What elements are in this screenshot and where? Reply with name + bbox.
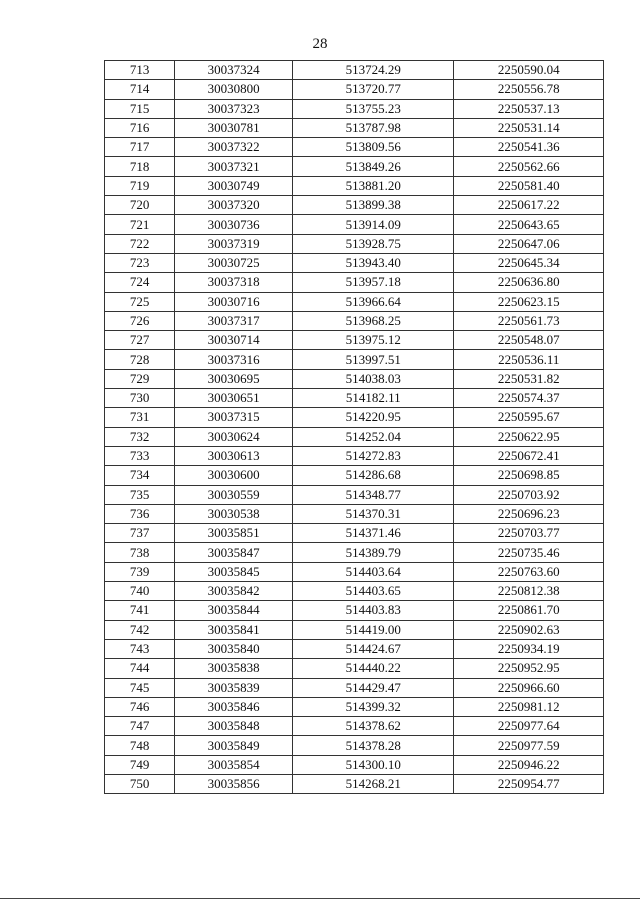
table-row xyxy=(105,755,604,774)
row-index-cell: 724 xyxy=(105,273,175,292)
table-row xyxy=(105,620,604,639)
point-id-cell: 30037318 xyxy=(175,273,293,292)
point-id-cell: 30030651 xyxy=(175,389,293,408)
x-coordinate-cell: 514371.46 xyxy=(293,524,454,543)
table-row xyxy=(105,253,604,272)
row-index-cell: 750 xyxy=(105,774,175,793)
y-coordinate-cell: 2250735.46 xyxy=(454,543,604,562)
point-id-cell: 30030695 xyxy=(175,369,293,388)
point-id-cell: 30035844 xyxy=(175,601,293,620)
row-index-cell: 713 xyxy=(105,61,175,80)
table-row xyxy=(105,331,604,350)
point-id-cell: 30035848 xyxy=(175,717,293,736)
page-number: 28 xyxy=(312,36,328,52)
x-coordinate-cell: 514348.77 xyxy=(293,485,454,504)
x-coordinate-cell: 514429.47 xyxy=(293,678,454,697)
row-index-cell: 720 xyxy=(105,196,175,215)
point-id-cell: 30035846 xyxy=(175,697,293,716)
point-id-cell: 30030800 xyxy=(175,80,293,99)
row-index-cell: 722 xyxy=(105,234,175,253)
row-index-cell: 725 xyxy=(105,292,175,311)
table-row xyxy=(105,639,604,658)
y-coordinate-cell: 2250812.38 xyxy=(454,582,604,601)
point-id-cell: 30035839 xyxy=(175,678,293,697)
y-coordinate-cell: 2250562.66 xyxy=(454,157,604,176)
row-index-cell: 715 xyxy=(105,99,175,118)
point-id-cell: 30037324 xyxy=(175,61,293,80)
y-coordinate-cell: 2250531.14 xyxy=(454,118,604,137)
table-row xyxy=(105,524,604,543)
table-row xyxy=(105,350,604,369)
x-coordinate-cell: 514220.95 xyxy=(293,408,454,427)
x-coordinate-cell: 513724.29 xyxy=(293,61,454,80)
y-coordinate-cell: 2250574.37 xyxy=(454,389,604,408)
table-row xyxy=(105,774,604,793)
table-row xyxy=(105,562,604,581)
row-index-cell: 714 xyxy=(105,80,175,99)
point-id-cell: 30035845 xyxy=(175,562,293,581)
row-index-cell: 717 xyxy=(105,138,175,157)
point-id-cell: 30030613 xyxy=(175,446,293,465)
x-coordinate-cell: 514370.31 xyxy=(293,504,454,523)
row-index-cell: 728 xyxy=(105,350,175,369)
x-coordinate-cell: 514378.28 xyxy=(293,736,454,755)
table-row xyxy=(105,504,604,523)
x-coordinate-cell: 514399.32 xyxy=(293,697,454,716)
x-coordinate-cell: 513943.40 xyxy=(293,253,454,272)
x-coordinate-cell: 513966.64 xyxy=(293,292,454,311)
x-coordinate-cell: 513849.26 xyxy=(293,157,454,176)
table-row xyxy=(105,659,604,678)
footer-divider xyxy=(0,898,640,899)
y-coordinate-cell: 2250698.85 xyxy=(454,466,604,485)
point-id-cell: 30035840 xyxy=(175,639,293,658)
y-coordinate-cell: 2250595.67 xyxy=(454,408,604,427)
point-id-cell: 30037319 xyxy=(175,234,293,253)
row-index-cell: 746 xyxy=(105,697,175,716)
point-id-cell: 30037320 xyxy=(175,196,293,215)
table-row xyxy=(105,292,604,311)
row-index-cell: 745 xyxy=(105,678,175,697)
y-coordinate-cell: 2250946.22 xyxy=(454,755,604,774)
point-id-cell: 30030559 xyxy=(175,485,293,504)
x-coordinate-cell: 514424.67 xyxy=(293,639,454,658)
table-row xyxy=(105,157,604,176)
y-coordinate-cell: 2250672.41 xyxy=(454,446,604,465)
x-coordinate-cell: 514378.62 xyxy=(293,717,454,736)
coordinates-table xyxy=(104,60,604,794)
table-row xyxy=(105,466,604,485)
x-coordinate-cell: 513928.75 xyxy=(293,234,454,253)
table-row xyxy=(105,389,604,408)
point-id-cell: 30035849 xyxy=(175,736,293,755)
y-coordinate-cell: 2250531.82 xyxy=(454,369,604,388)
row-index-cell: 730 xyxy=(105,389,175,408)
table-row xyxy=(105,446,604,465)
row-index-cell: 735 xyxy=(105,485,175,504)
table-row xyxy=(105,234,604,253)
y-coordinate-cell: 2250763.60 xyxy=(454,562,604,581)
row-index-cell: 748 xyxy=(105,736,175,755)
table-row xyxy=(105,311,604,330)
y-coordinate-cell: 2250541.36 xyxy=(454,138,604,157)
coordinates-table-body xyxy=(105,61,604,794)
table-row xyxy=(105,582,604,601)
x-coordinate-cell: 513975.12 xyxy=(293,331,454,350)
y-coordinate-cell: 2250622.95 xyxy=(454,427,604,446)
point-id-cell: 30035842 xyxy=(175,582,293,601)
x-coordinate-cell: 513914.09 xyxy=(293,215,454,234)
row-index-cell: 719 xyxy=(105,176,175,195)
row-index-cell: 744 xyxy=(105,659,175,678)
table-row xyxy=(105,427,604,446)
table-row xyxy=(105,543,604,562)
y-coordinate-cell: 2250590.04 xyxy=(454,61,604,80)
table-row xyxy=(105,118,604,137)
x-coordinate-cell: 513787.98 xyxy=(293,118,454,137)
point-id-cell: 30035856 xyxy=(175,774,293,793)
y-coordinate-cell: 2250647.06 xyxy=(454,234,604,253)
y-coordinate-cell: 2250537.13 xyxy=(454,99,604,118)
x-coordinate-cell: 513968.25 xyxy=(293,311,454,330)
point-id-cell: 30030716 xyxy=(175,292,293,311)
x-coordinate-cell: 514403.64 xyxy=(293,562,454,581)
x-coordinate-cell: 513997.51 xyxy=(293,350,454,369)
y-coordinate-cell: 2250548.07 xyxy=(454,331,604,350)
point-id-cell: 30030624 xyxy=(175,427,293,446)
x-coordinate-cell: 513899.38 xyxy=(293,196,454,215)
x-coordinate-cell: 514038.03 xyxy=(293,369,454,388)
y-coordinate-cell: 2250902.63 xyxy=(454,620,604,639)
y-coordinate-cell: 2250636.80 xyxy=(454,273,604,292)
point-id-cell: 30030781 xyxy=(175,118,293,137)
row-index-cell: 723 xyxy=(105,253,175,272)
row-index-cell: 743 xyxy=(105,639,175,658)
point-id-cell: 30037316 xyxy=(175,350,293,369)
y-coordinate-cell: 2250696.23 xyxy=(454,504,604,523)
x-coordinate-cell: 514286.68 xyxy=(293,466,454,485)
table-row xyxy=(105,61,604,80)
row-index-cell: 734 xyxy=(105,466,175,485)
row-index-cell: 718 xyxy=(105,157,175,176)
table-row xyxy=(105,485,604,504)
table-row xyxy=(105,176,604,195)
y-coordinate-cell: 2250643.65 xyxy=(454,215,604,234)
row-index-cell: 726 xyxy=(105,311,175,330)
point-id-cell: 30037322 xyxy=(175,138,293,157)
x-coordinate-cell: 514268.21 xyxy=(293,774,454,793)
point-id-cell: 30035851 xyxy=(175,524,293,543)
table-row xyxy=(105,80,604,99)
row-index-cell: 738 xyxy=(105,543,175,562)
table-row xyxy=(105,138,604,157)
x-coordinate-cell: 514419.00 xyxy=(293,620,454,639)
point-id-cell: 30030736 xyxy=(175,215,293,234)
y-coordinate-cell: 2250934.19 xyxy=(454,639,604,658)
y-coordinate-cell: 2250703.92 xyxy=(454,485,604,504)
point-id-cell: 30035847 xyxy=(175,543,293,562)
row-index-cell: 739 xyxy=(105,562,175,581)
point-id-cell: 30030749 xyxy=(175,176,293,195)
x-coordinate-cell: 514252.04 xyxy=(293,427,454,446)
point-id-cell: 30030600 xyxy=(175,466,293,485)
point-id-cell: 30037315 xyxy=(175,408,293,427)
row-index-cell: 733 xyxy=(105,446,175,465)
row-index-cell: 716 xyxy=(105,118,175,137)
y-coordinate-cell: 2250617.22 xyxy=(454,196,604,215)
table-row xyxy=(105,99,604,118)
table-row xyxy=(105,215,604,234)
row-index-cell: 721 xyxy=(105,215,175,234)
table-row xyxy=(105,678,604,697)
y-coordinate-cell: 2250981.12 xyxy=(454,697,604,716)
y-coordinate-cell: 2250977.59 xyxy=(454,736,604,755)
x-coordinate-cell: 514272.83 xyxy=(293,446,454,465)
row-index-cell: 747 xyxy=(105,717,175,736)
point-id-cell: 30030538 xyxy=(175,504,293,523)
row-index-cell: 729 xyxy=(105,369,175,388)
x-coordinate-cell: 514389.79 xyxy=(293,543,454,562)
row-index-cell: 727 xyxy=(105,331,175,350)
point-id-cell: 30035841 xyxy=(175,620,293,639)
point-id-cell: 30030714 xyxy=(175,331,293,350)
row-index-cell: 737 xyxy=(105,524,175,543)
y-coordinate-cell: 2250623.15 xyxy=(454,292,604,311)
y-coordinate-cell: 2250703.77 xyxy=(454,524,604,543)
x-coordinate-cell: 513809.56 xyxy=(293,138,454,157)
table-row xyxy=(105,369,604,388)
y-coordinate-cell: 2250861.70 xyxy=(454,601,604,620)
table-row xyxy=(105,717,604,736)
y-coordinate-cell: 2250966.60 xyxy=(454,678,604,697)
x-coordinate-cell: 513755.23 xyxy=(293,99,454,118)
y-coordinate-cell: 2250952.95 xyxy=(454,659,604,678)
y-coordinate-cell: 2250561.73 xyxy=(454,311,604,330)
row-index-cell: 740 xyxy=(105,582,175,601)
row-index-cell: 741 xyxy=(105,601,175,620)
x-coordinate-cell: 514182.11 xyxy=(293,389,454,408)
point-id-cell: 30037321 xyxy=(175,157,293,176)
x-coordinate-cell: 514403.83 xyxy=(293,601,454,620)
y-coordinate-cell: 2250556.78 xyxy=(454,80,604,99)
table-row xyxy=(105,196,604,215)
row-index-cell: 732 xyxy=(105,427,175,446)
table-row xyxy=(105,408,604,427)
x-coordinate-cell: 513957.18 xyxy=(293,273,454,292)
row-index-cell: 749 xyxy=(105,755,175,774)
x-coordinate-cell: 513881.20 xyxy=(293,176,454,195)
point-id-cell: 30035838 xyxy=(175,659,293,678)
point-id-cell: 30037317 xyxy=(175,311,293,330)
x-coordinate-cell: 513720.77 xyxy=(293,80,454,99)
y-coordinate-cell: 2250977.64 xyxy=(454,717,604,736)
y-coordinate-cell: 2250581.40 xyxy=(454,176,604,195)
x-coordinate-cell: 514440.22 xyxy=(293,659,454,678)
x-coordinate-cell: 514403.65 xyxy=(293,582,454,601)
y-coordinate-cell: 2250536.11 xyxy=(454,350,604,369)
table-row xyxy=(105,736,604,755)
y-coordinate-cell: 2250954.77 xyxy=(454,774,604,793)
x-coordinate-cell: 514300.10 xyxy=(293,755,454,774)
row-index-cell: 736 xyxy=(105,504,175,523)
y-coordinate-cell: 2250645.34 xyxy=(454,253,604,272)
row-index-cell: 731 xyxy=(105,408,175,427)
row-index-cell: 742 xyxy=(105,620,175,639)
point-id-cell: 30030725 xyxy=(175,253,293,272)
table-row xyxy=(105,273,604,292)
table-row xyxy=(105,601,604,620)
point-id-cell: 30035854 xyxy=(175,755,293,774)
point-id-cell: 30037323 xyxy=(175,99,293,118)
table-row xyxy=(105,697,604,716)
